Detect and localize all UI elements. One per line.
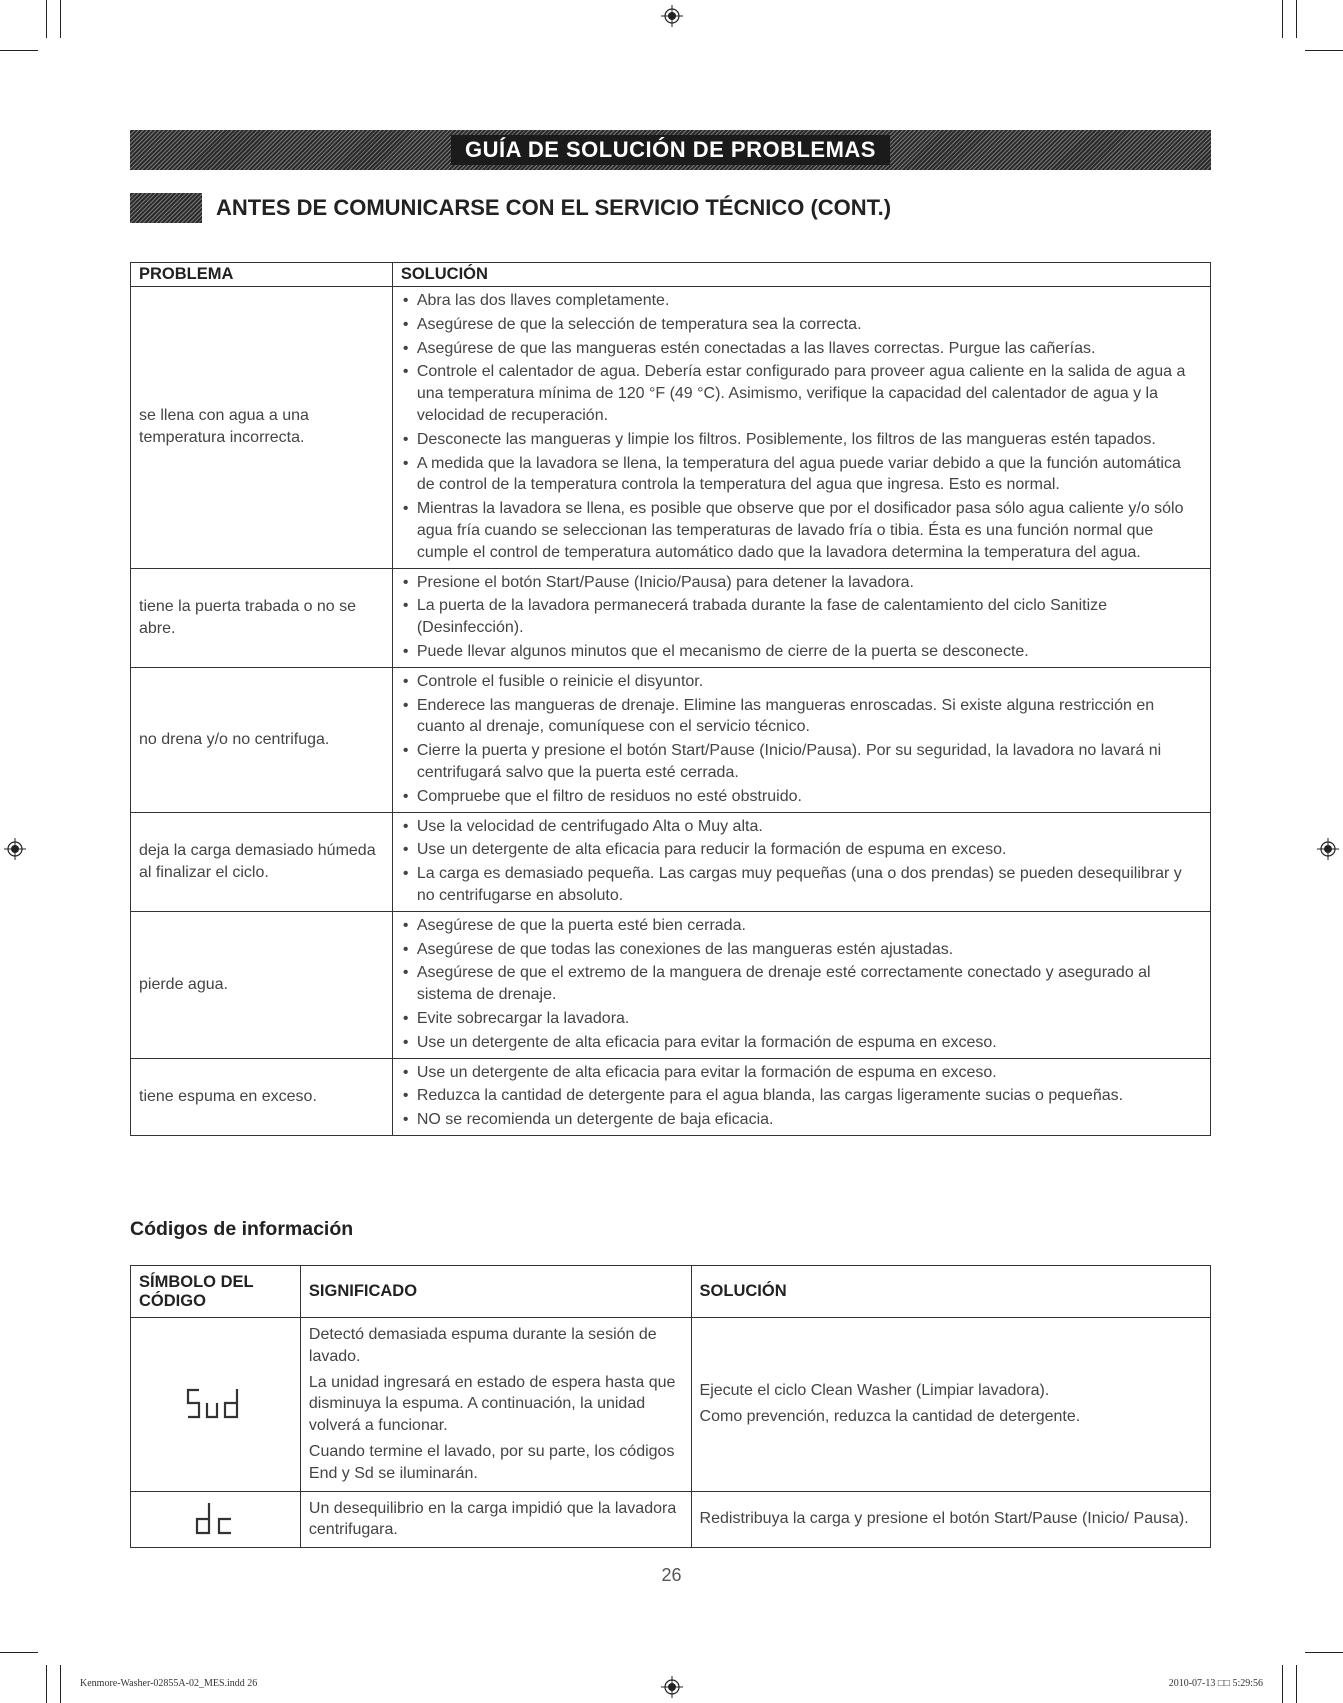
problem-cell: deja la carga demasiado húmeda al finalizar el ciclo. <box>131 812 393 911</box>
solution-item: • Mientras la lavadora se llena, es posible que observe que por el dosificador pasa sólo agua caliente y/o sólo agua fría cuando se seleccionan las temperaturas de lavado fría o tibia. Ésta es una función normal que cumple el control de temperatura automático dado que la lavadora determina la temperatura del agua. <box>401 498 1202 563</box>
lcd-code-sud <box>132 1387 299 1421</box>
page-number: 26 <box>661 1565 682 1585</box>
solution-item: • Puede llevar algunos minutos que el mecanismo de cierre de la puerta se desconecte. <box>401 641 1202 663</box>
solution-item: • Asegúrese de que las mangueras estén conectadas a las llaves correctas. Purgue las cañerías. <box>401 338 1202 360</box>
problem-cell: se llena con agua a una temperatura incorrecta. <box>131 287 393 569</box>
troubleshooting-table <box>130 262 1211 1136</box>
solution-item: • La carga es demasiado pequeña. Las cargas muy pequeñas (una o dos prendas) se pueden desequilibrar y no centrifugarse en absoluto. <box>401 863 1202 907</box>
lcd-code-dc <box>132 1501 299 1537</box>
table-row <box>131 667 1211 812</box>
meaning-paragraph: Cuando termine el lavado, por su parte, los códigos End y Sd se iluminarán. <box>308 1442 675 1482</box>
problem-cell: tiene la puerta trabada o no se abre. <box>131 568 393 667</box>
solution-item: • Asegúrese de que el extremo de la manguera de drenaje esté correctamente conectado y asegurado al sistema de drenaje. <box>401 962 1202 1006</box>
solution-item: • Controle el fusible o reinicie el disyuntor. <box>401 671 1202 693</box>
meaning-column-header: SIGNIFICADO <box>300 1266 691 1318</box>
crop-mark <box>60 0 61 38</box>
section-heading <box>130 193 891 223</box>
crop-mark <box>0 50 38 51</box>
solution-paragraph: Ejecute el ciclo Clean Washer (Limpiar lavadora). <box>699 1382 1050 1400</box>
crop-mark <box>1296 1665 1297 1703</box>
table-header-row <box>131 263 1211 287</box>
solution-item: • La puerta de la lavadora permanecerá trabada durante la fase de calentamiento del ciclo Sanitize (Desinfección). <box>401 595 1202 639</box>
table-row <box>131 287 1211 569</box>
meaning-paragraph: Detectó demasiada espuma durante la sesión de lavado. <box>308 1326 657 1365</box>
footer-file-info: Kenmore-Washer-02855A-02_MES.indd 26 <box>80 1678 258 1689</box>
table-header-row <box>131 1266 1211 1318</box>
problem-cell: tiene espuma en exceso. <box>131 1058 393 1135</box>
solution-column-header: SOLUCIÓN <box>691 1266 1210 1318</box>
table-row <box>131 568 1211 667</box>
solution-paragraph: Como prevención, reduzca la cantidad de detergente. <box>699 1408 1081 1426</box>
solution-cell <box>691 1318 1210 1492</box>
solution-cell <box>392 667 1210 812</box>
crop-mark <box>0 1652 38 1653</box>
solution-item: • Cierre la puerta y presione el botón Start/Pause (Inicio/Pausa). Por su seguridad, la lavadora no lavará ni centrifugará salvo que la puerta esté cerrada. <box>401 740 1202 784</box>
solution-item: • Asegúrese de que todas las conexiones de las mangueras estén ajustadas. <box>401 939 1202 961</box>
solution-item: • Enderece las mangueras de drenaje. Elimine las mangueras enroscadas. Si existe alguna restricción en cuanto al drenaje, comuníquese con el servicio técnico. <box>401 695 1202 739</box>
solution-cell <box>392 911 1210 1058</box>
solution-item: • Use un detergente de alta eficacia para reducir la formación de espuma en exceso. <box>401 839 1202 861</box>
solution-item: • NO se recomienda un detergente de baja eficacia. <box>401 1109 1202 1131</box>
table-row <box>131 1491 1211 1548</box>
table-row <box>131 1058 1211 1135</box>
solution-item: • Reduzca la cantidad de detergente para el agua blanda, las cargas ligeramente sucias o pequeñas. <box>401 1085 1202 1107</box>
solution-item: • Controle el calentador de agua. Debería estar configurado para proveer agua caliente en la salida de agua a una temperatura mínima de 120 °F (49 °C). Asimismo, verifique la capacidad del calentador de agua y la velocidad de recuperación. <box>401 361 1202 426</box>
solution-cell <box>691 1491 1210 1548</box>
codes-section-title: Códigos de información <box>130 1218 354 1240</box>
table-row <box>131 1318 1211 1492</box>
solution-item: • Evite sobrecargar la lavadora. <box>401 1008 1202 1030</box>
crop-mark <box>1305 1652 1343 1653</box>
code-symbol-cell <box>131 1318 301 1492</box>
registration-mark-icon <box>4 838 26 860</box>
crop-mark <box>60 1665 61 1703</box>
crop-mark <box>1305 50 1343 51</box>
solution-item: • Use la velocidad de centrifugado Alta o Muy alta. <box>401 816 1202 838</box>
solution-paragraph: Redistribuya la carga y presione el botón Start/Pause (Inicio/ Pausa). <box>699 1510 1189 1528</box>
problem-column-header: PROBLEMA <box>131 263 393 287</box>
registration-mark-icon <box>661 5 683 27</box>
footer-timestamp: 2010-07-13 □□ 5:29:56 <box>1168 1678 1263 1689</box>
solution-cell <box>392 812 1210 911</box>
info-codes-table <box>130 1265 1211 1548</box>
code-symbol-cell <box>131 1491 301 1548</box>
solution-item: • Use un detergente de alta eficacia para evitar la formación de espuma en exceso. <box>401 1062 1202 1084</box>
problem-cell: no drena y/o no centrifuga. <box>131 667 393 812</box>
table-row <box>131 812 1211 911</box>
meaning-cell <box>300 1491 691 1548</box>
solution-item: • Asegúrese de que la puerta esté bien cerrada. <box>401 915 1202 937</box>
header-banner <box>130 130 1211 170</box>
solution-item: • Desconecte las mangueras y limpie los filtros. Posiblemente, los filtros de las mangueras estén tapados. <box>401 429 1202 451</box>
banner-title: GUÍA DE SOLUCIÓN DE PROBLEMAS <box>451 135 890 165</box>
registration-mark-icon <box>1317 838 1339 860</box>
solution-cell <box>392 568 1210 667</box>
meaning-cell <box>300 1318 691 1492</box>
solution-item: • Use un detergente de alta eficacia para evitar la formación de espuma en exceso. <box>401 1032 1202 1054</box>
section-marker <box>130 193 202 223</box>
crop-mark <box>46 0 47 38</box>
solution-cell <box>392 287 1210 569</box>
solution-cell <box>392 1058 1210 1135</box>
meaning-paragraph: Un desequilibrio en la carga impidió que la lavadora centrifugara. <box>308 1499 677 1539</box>
problem-cell: pierde agua. <box>131 911 393 1058</box>
solution-item: • Asegúrese de que la selección de temperatura sea la correcta. <box>401 314 1202 336</box>
crop-mark <box>46 1665 47 1703</box>
solution-column-header: SOLUCIÓN <box>392 263 1210 287</box>
solution-item: • A medida que la lavadora se llena, la temperatura del agua puede variar debido a que la función automática de control de la temperatura controla la temperatura del agua que ingresa. Esto es normal. <box>401 453 1202 497</box>
symbol-column-header: SÍMBOLO DEL CÓDIGO <box>131 1266 301 1318</box>
solution-item: • Abra las dos llaves completamente. <box>401 290 1202 312</box>
meaning-paragraph: La unidad ingresará en estado de espera hasta que disminuya la espuma. A continuación, la unidad volverá a funcionar. <box>308 1373 676 1435</box>
crop-mark <box>1282 1665 1283 1703</box>
crop-mark <box>1282 0 1283 38</box>
solution-item: • Presione el botón Start/Pause (Inicio/Pausa) para detener la lavadora. <box>401 572 1202 594</box>
solution-item: • Compruebe que el filtro de residuos no esté obstruido. <box>401 786 1202 808</box>
section-title: ANTES DE COMUNICARSE CON EL SERVICIO TÉCNICO (CONT.) <box>216 195 892 220</box>
registration-mark-icon <box>661 1676 683 1698</box>
crop-mark <box>1296 0 1297 38</box>
table-row <box>131 911 1211 1058</box>
